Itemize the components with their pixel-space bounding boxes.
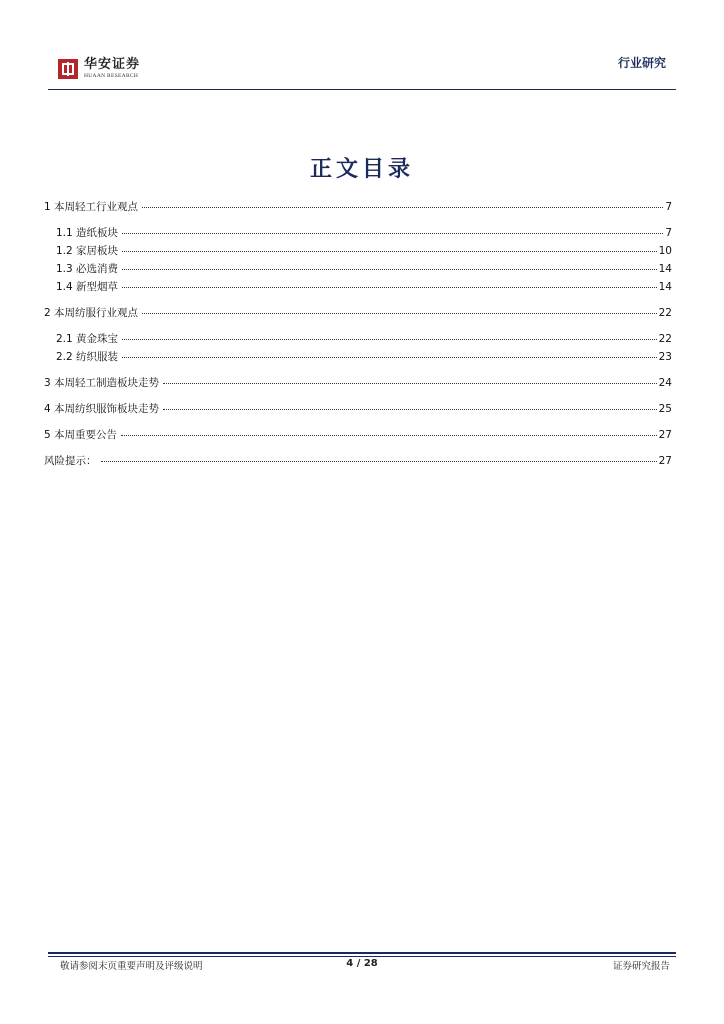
toc-entry-page: 22 <box>658 307 672 319</box>
toc-entry-page: 7 <box>665 227 672 239</box>
toc-entry[interactable] <box>44 452 672 470</box>
toc-entry[interactable] <box>44 224 672 242</box>
header-divider <box>48 89 676 90</box>
toc-title: 正文目录 <box>309 156 414 182</box>
dot-leader <box>163 409 657 410</box>
toc-entry[interactable] <box>44 198 672 216</box>
toc-entry-label: 3 本周轻工制造板块走势 <box>44 377 160 389</box>
toc-entry[interactable] <box>44 426 672 444</box>
seal-icon <box>58 59 78 79</box>
toc-entry-page: 14 <box>658 263 672 275</box>
toc-entry-label: 1.1 造纸板块 <box>56 227 119 239</box>
dot-leader <box>122 357 657 358</box>
page-header <box>0 0 724 90</box>
toc-entry-label: 4 本周纺织服饰板块走势 <box>44 403 160 415</box>
toc-entry-page: 27 <box>658 455 672 467</box>
toc-entry-page: 22 <box>658 333 672 345</box>
page-number: 4 / 28 <box>346 958 378 969</box>
toc-entry-page: 14 <box>658 281 672 293</box>
toc-entry[interactable] <box>44 278 672 296</box>
dot-leader <box>122 287 657 288</box>
toc-entry[interactable] <box>44 400 672 418</box>
toc-entry-page: 27 <box>658 429 672 441</box>
logo-chinese-name: 华安证券 <box>84 57 141 72</box>
dot-leader <box>163 383 657 384</box>
toc-entry-page: 7 <box>665 201 672 213</box>
logo-text <box>84 58 140 80</box>
dot-leader <box>122 339 657 340</box>
dot-leader <box>122 269 657 270</box>
toc-entry-label: 2.2 纺织服装 <box>56 351 119 363</box>
dot-leader <box>142 207 663 208</box>
toc-entry-label: 风险提示： <box>44 455 97 467</box>
dot-leader <box>142 313 657 314</box>
toc-entry-page: 24 <box>658 377 672 389</box>
footer-divider-thin <box>48 956 676 957</box>
dot-leader <box>122 251 657 252</box>
section-label: 行业研究 <box>617 56 666 70</box>
toc-entry[interactable] <box>44 260 672 278</box>
toc-entry-label: 2.1 黄金珠宝 <box>56 333 119 345</box>
toc-entry[interactable] <box>44 374 672 392</box>
page-footer <box>0 950 724 990</box>
dot-leader <box>101 461 657 462</box>
toc-entry-label: 1 本周轻工行业观点 <box>44 201 139 213</box>
toc-entry-label: 1.4 新型烟草 <box>56 281 119 293</box>
logo-english-name: HUAAN RESEARCH <box>84 73 139 79</box>
toc-entry[interactable] <box>44 304 672 322</box>
document-type: 证券研究报告 <box>612 961 670 972</box>
toc-entry-label: 5 本周重要公告 <box>44 429 118 441</box>
toc-entry-label: 1.2 家居板块 <box>56 245 119 257</box>
toc-entry-page: 10 <box>658 245 672 257</box>
dot-leader <box>121 435 657 436</box>
brand-logo <box>58 58 140 80</box>
toc-entry-page: 25 <box>658 403 672 415</box>
footer-divider-thick <box>48 952 676 954</box>
toc-entry[interactable] <box>44 242 672 260</box>
dot-leader <box>122 233 663 234</box>
toc-entry-label: 1.3 必选消费 <box>56 263 119 275</box>
table-of-contents <box>44 198 672 470</box>
toc-entry[interactable] <box>44 348 672 366</box>
footer-disclaimer: 敬请参阅末页重要声明及评级说明 <box>60 961 203 972</box>
toc-entry-label: 2 本周纺服行业观点 <box>44 307 139 319</box>
toc-entry[interactable] <box>44 330 672 348</box>
toc-entry-page: 23 <box>658 351 672 363</box>
